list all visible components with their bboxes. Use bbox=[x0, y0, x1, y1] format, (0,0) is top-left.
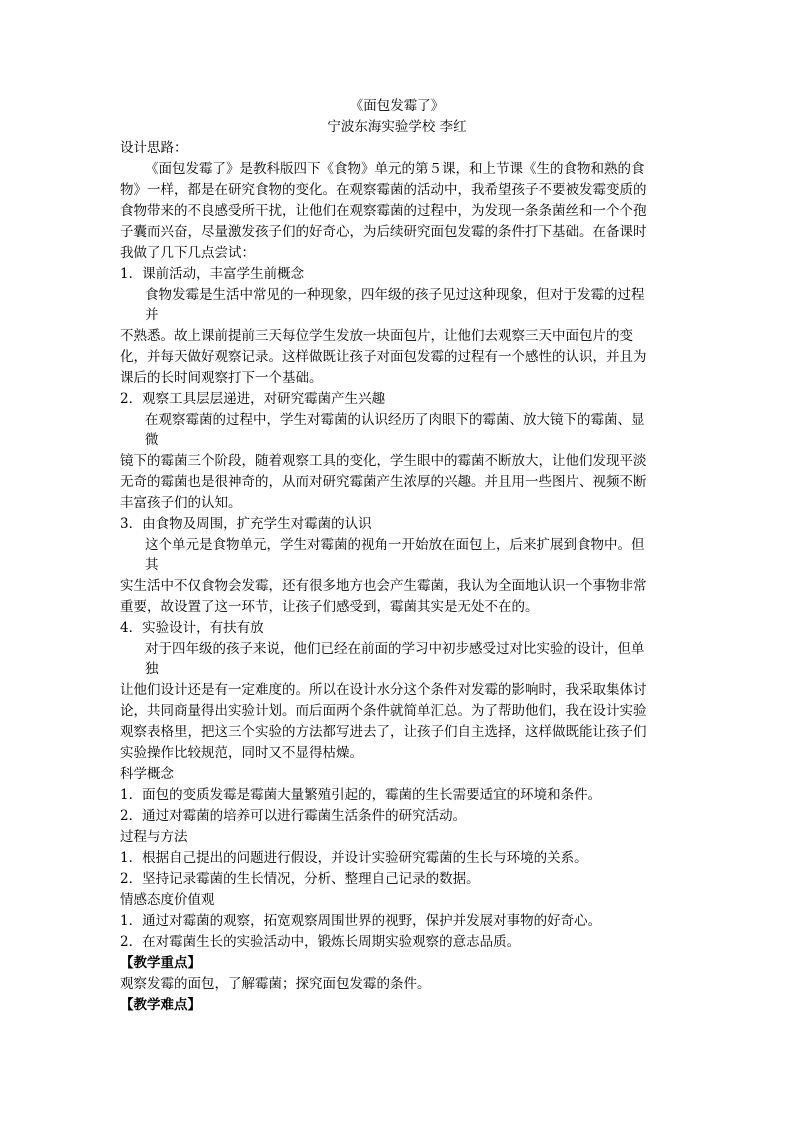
goal-item: 1．面包的变质发霉是霉菌大量繁殖引起的，霉菌的生长需要适宜的环境和条件。 bbox=[120, 787, 602, 803]
document-title: 《面包发霉了》 bbox=[349, 98, 445, 114]
section-wrap: 并 bbox=[145, 307, 159, 323]
goal-item: 1．根据自己提出的问题进行假设，并设计实验研究霉菌的生长与环境的关系。 bbox=[120, 850, 588, 866]
difficulty-heading: 【教学难点】 bbox=[120, 997, 201, 1013]
section-line: 论，共同商量得出实验计划。而后面两个条件就简单汇总。为了帮助他们，我在设计实验 bbox=[120, 703, 647, 719]
key-point-text: 观察发霉的面包，了解霉菌；探究面包发霉的条件。 bbox=[120, 976, 431, 992]
section-line: 这个单元是食物单元，学生对霉菌的视角一开始放在面包上，后来扩展到食物中。但 bbox=[145, 537, 645, 553]
intro-line: 食物带来的不良感受所干扰，让他们在观察霉菌的过程中，为发现一条条菌丝和一个个孢 bbox=[120, 203, 647, 219]
section-line: 重要，故设置了这一环节，让孩子们感受到，霉菌其实是无处不在的。 bbox=[120, 599, 539, 615]
design-heading: 设计思路： bbox=[120, 140, 188, 156]
section-line: 化，并每天做好观察记录。这样做既让孩子对面包发霉的过程有一个感性的认识，并且为 bbox=[120, 349, 647, 365]
goal-heading: 科学概念 bbox=[120, 766, 174, 782]
section-wrap: 微 bbox=[145, 432, 159, 448]
section-line: 对于四年级的孩子来说，他们已经在前面的学习中初步感受过对比实验的设计，但单 bbox=[145, 641, 645, 657]
section-line: 观察表格里，把这三个实验的方法都写进去了，让孩子们自主选择，这样做既能让孩子们 bbox=[120, 724, 647, 740]
section-line: 镜下的霉菌三个阶段，随着观察工具的变化，学生眼中的霉菌不断放大，让他们发现平淡 bbox=[120, 453, 647, 469]
section-heading: 2．观察工具层层递进，对研究霉菌产生兴趣 bbox=[120, 391, 386, 407]
intro-line: 子囊而兴奋，尽量激发孩子们的好奇心，为后续研究面包发霉的条件打下基础。在备课时 bbox=[120, 224, 647, 240]
section-line: 食物发霉是生活中常见的一种现象，四年级的孩子见过这种现象，但对于发霉的过程 bbox=[145, 287, 645, 303]
section-line: 让他们设计还是有一定难度的。所以在设计水分这个条件对发霉的影响时，我采取集体讨 bbox=[120, 682, 647, 698]
intro-line: 物》一样，都是在研究食物的变化。在观察霉菌的活动中，我希望孩子不要被发霉变质的 bbox=[120, 182, 647, 198]
section-heading: 4．实验设计，有扶有放 bbox=[120, 620, 264, 636]
section-heading: 3．由食物及周围，扩充学生对霉菌的认识 bbox=[120, 516, 372, 532]
section-line: 丰富孩子们的认知。 bbox=[120, 495, 242, 511]
goal-heading: 过程与方法 bbox=[120, 829, 188, 845]
goal-item: 2．通过对霉菌的培养可以进行霉菌生活条件的研究活动。 bbox=[120, 808, 467, 824]
intro-line: 《面包发霉了》是教科版四下《食物》单元的第５课，和上节课《生的食物和熟的食 bbox=[145, 161, 645, 177]
intro-line: 我做了几下几点尝试： bbox=[120, 245, 255, 261]
section-line: 在观察霉菌的过程中，学生对霉菌的认识经历了肉眼下的霉菌、放大镜下的霉菌、显 bbox=[145, 412, 645, 428]
goal-item: 1．通过对霉菌的观察，拓宽观察周围世界的视野，保护并发展对事物的好奇心。 bbox=[120, 913, 602, 929]
section-line: 实验操作比较规范，同时又不显得枯燥。 bbox=[120, 745, 363, 761]
section-line: 无奇的霉菌也是很神奇的，从而对研究霉菌产生浓厚的兴趣。并且用一些图片、视频不断 bbox=[120, 474, 647, 490]
section-wrap: 其 bbox=[145, 557, 159, 573]
section-line: 课后的长时间观察打下一个基础。 bbox=[120, 370, 323, 386]
section-line: 实生活中不仅食物会发霉，还有很多地方也会产生霉菌，我认为全面地认识一个事物非常 bbox=[120, 578, 647, 594]
section-heading: 1．课前活动，丰富学生前概念 bbox=[120, 266, 305, 282]
goal-item: 2．在对霉菌生长的实验活动中，锻炼长周期实验观察的意志品质。 bbox=[120, 934, 521, 950]
goal-heading: 情感态度价值观 bbox=[120, 892, 215, 908]
goal-item: 2．坚持记录霉菌的生长情况，分析、整理自己记录的数据。 bbox=[120, 871, 480, 887]
author-line: 宁波东海实验学校 李红 bbox=[327, 119, 467, 135]
key-point-heading: 【教学重点】 bbox=[120, 955, 201, 971]
section-wrap: 独 bbox=[145, 661, 159, 677]
section-line: 不熟悉。故上课前提前三天每位学生发放一块面包片，让他们去观察三天中面包片的变 bbox=[120, 328, 633, 344]
